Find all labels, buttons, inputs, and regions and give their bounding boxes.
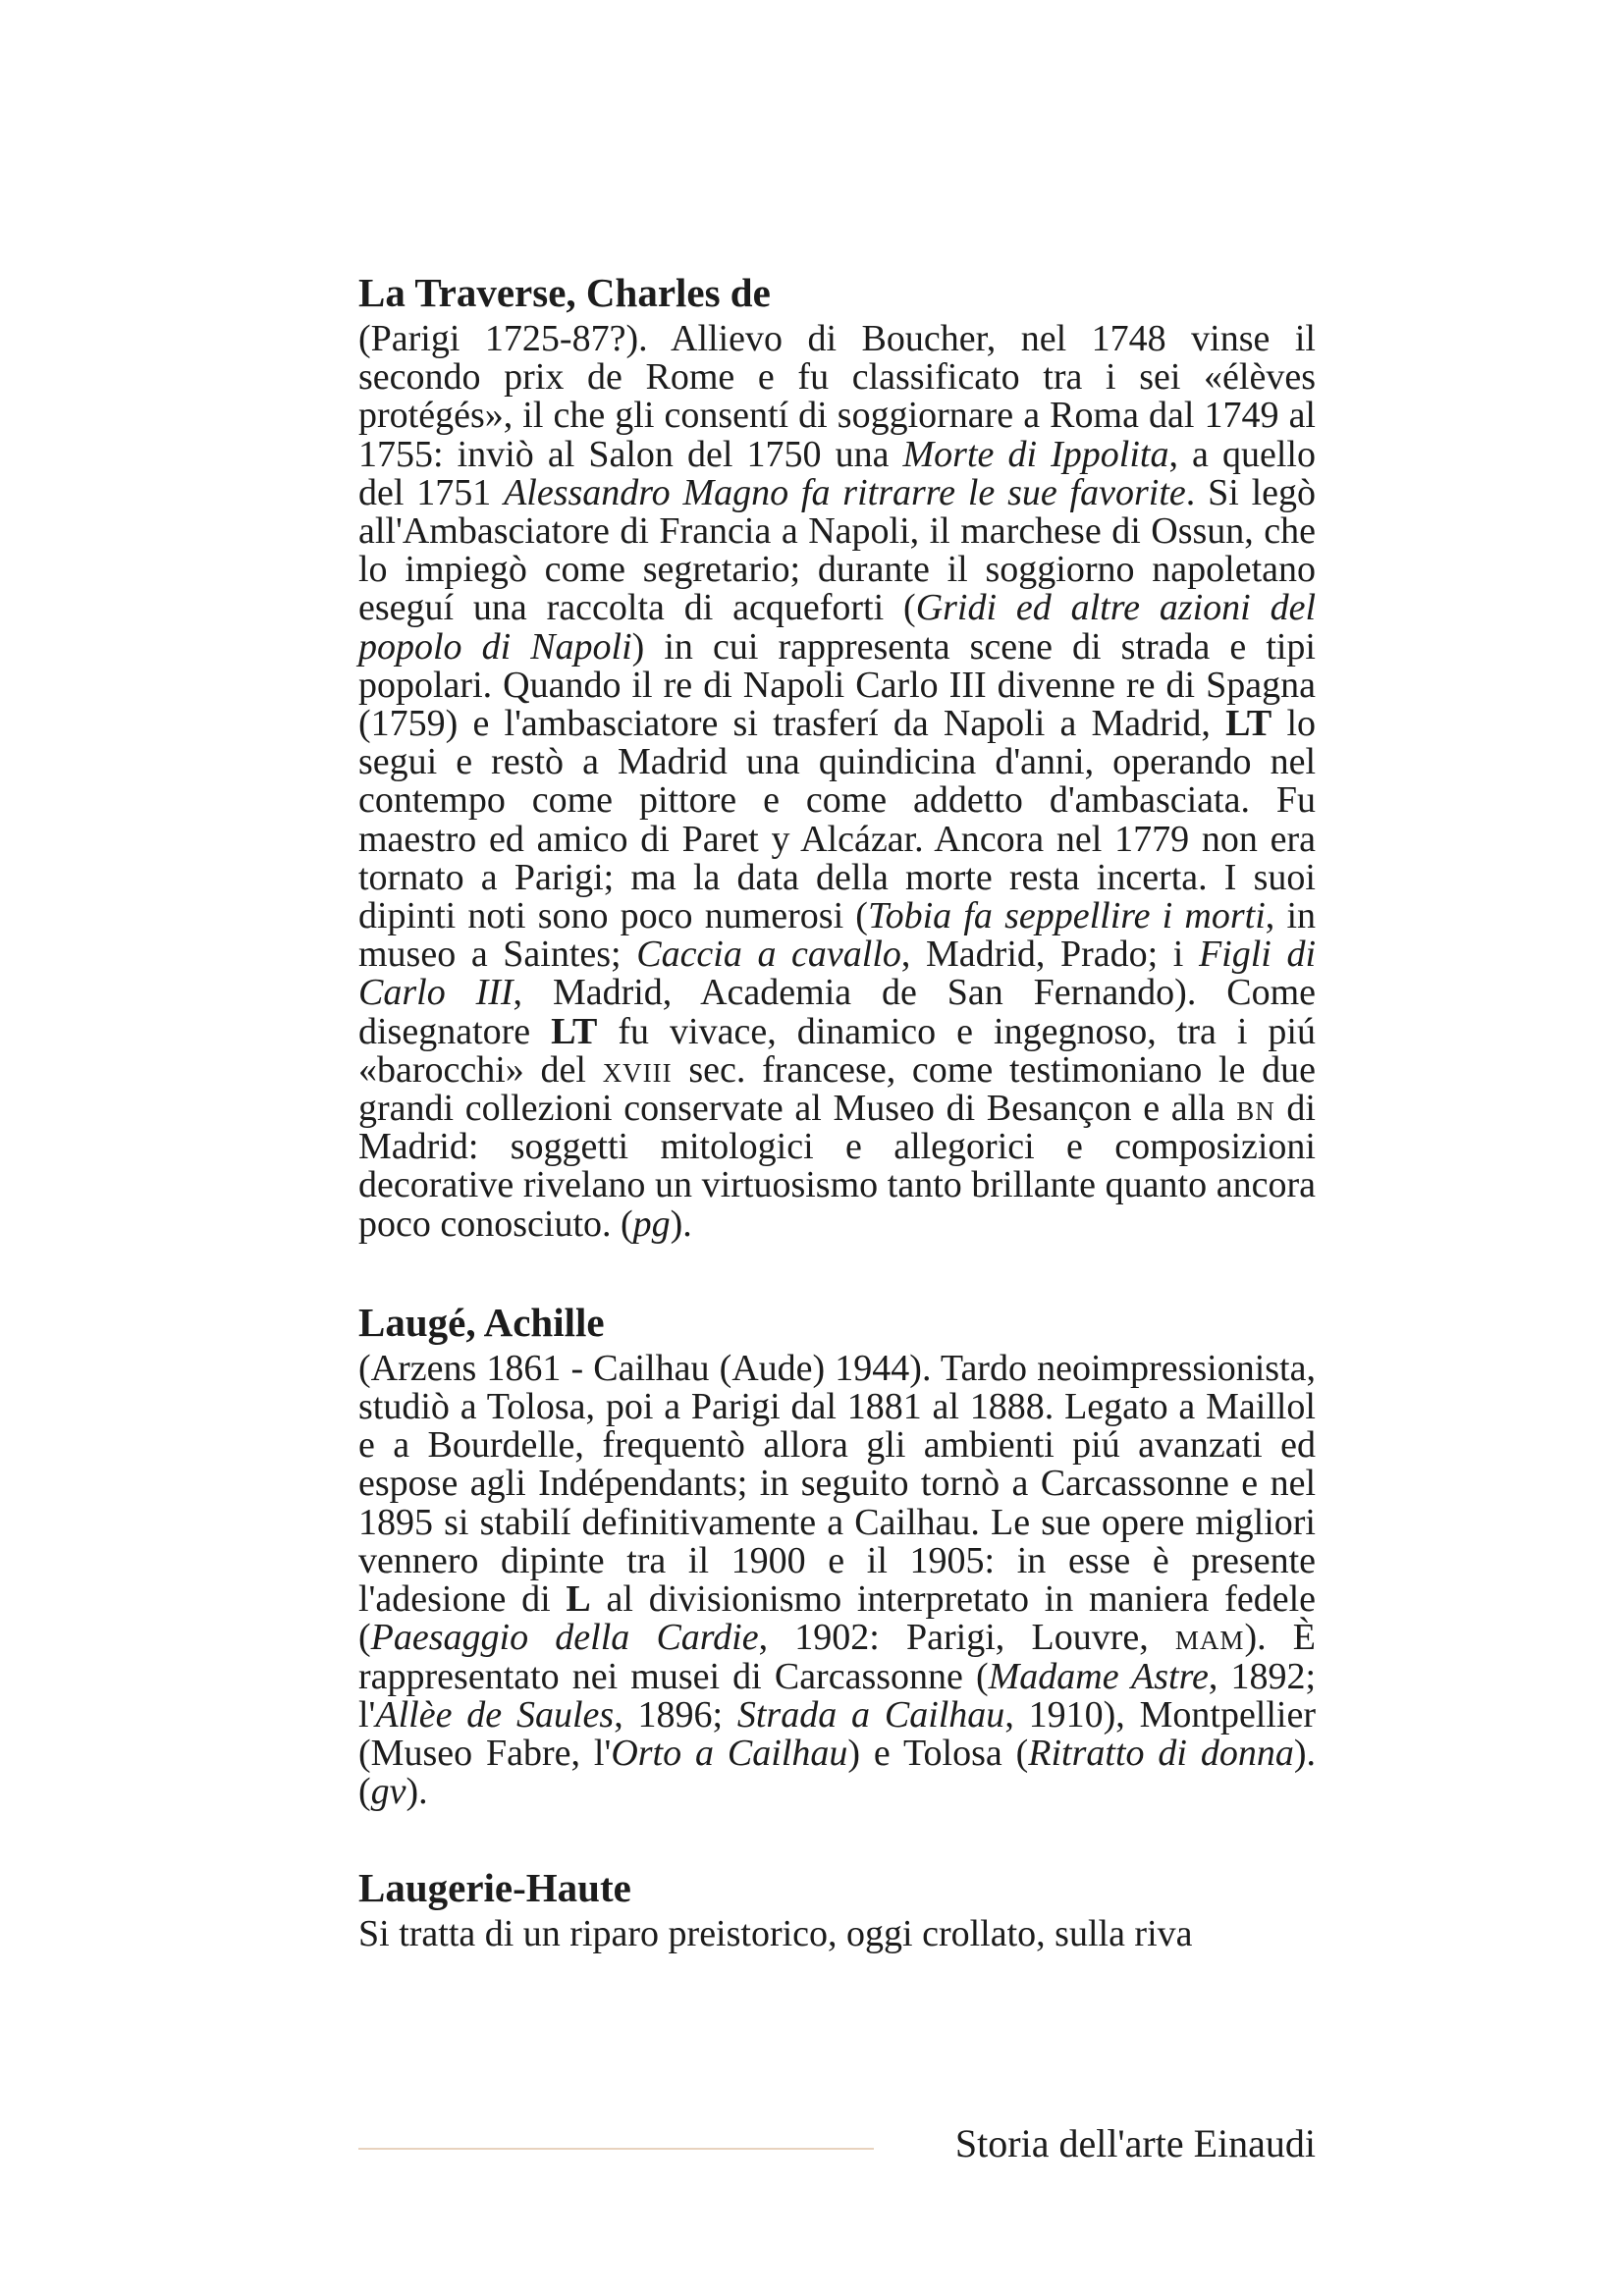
entry-body xyxy=(358,320,1316,1244)
italic-text: Orto a Cailhau xyxy=(611,1732,848,1774)
text-run: al divisionismo interpretato in maniera fedele ( xyxy=(358,1578,1316,1659)
italic-text: Madame Astre xyxy=(988,1655,1209,1697)
italic-text: gv xyxy=(370,1771,406,1813)
text-run: fu vivace, dinamico e ingegnoso, tra i piú «barocchi» del xyxy=(358,1010,1316,1091)
bold-text: LT xyxy=(1225,703,1272,745)
italic-text: Gridi ed altre azioni del popolo di Napoli xyxy=(358,587,1316,667)
text-run: ). xyxy=(670,1202,692,1245)
italic-text: Alessandro Magno fa ritrarre le sue favorite xyxy=(504,471,1186,513)
page-content xyxy=(358,271,1316,1954)
italic-text: Ritratto di donna xyxy=(1028,1732,1294,1774)
italic-text: pg xyxy=(632,1202,671,1245)
entry-lauge xyxy=(358,1301,1316,1811)
text-run: ). ( xyxy=(358,1732,1317,1813)
text-run: Si tratta di un riparo preistorico, oggi crollato, sulla riva xyxy=(358,1913,1193,1955)
text-run: di Madrid: soggetti mitologici e allegorici e composizioni decorative rivelano un virtuosismo tanto brillante quanto ancora poco conosciuto. ( xyxy=(358,1088,1316,1245)
text-run: , 1896; xyxy=(614,1693,737,1735)
text-run: . Si legò all'Ambasciatore di Francia a Napoli, il marchese di Ossun, che lo impiegò come segretario; durante il soggiorno napoletano eseguí una raccolta di acqueforti ( xyxy=(358,471,1316,629)
bold-text: LT xyxy=(551,1010,598,1052)
entry-title: Laugé, Achille xyxy=(358,1299,605,1345)
text-run: sec. francese, come testimoniano le due grandi collezioni conservate al Museo di Besançon e alla xyxy=(358,1048,1316,1130)
text-run: ) e Tolosa ( xyxy=(847,1732,1029,1774)
footer-divider xyxy=(358,2148,874,2150)
entry-body xyxy=(358,1347,1317,1813)
text-run: , in museo a Saintes; xyxy=(358,895,1316,976)
text-run: ) in cui rappresenta scene di strada e tipi popolari. Quando il re di Napoli Carlo III divenne re di Spagna (1759) e l'ambasciatore si trasferí da Napoli a Madrid, xyxy=(358,625,1316,745)
bold-text: L xyxy=(566,1578,591,1621)
text-run: (Arzens 1861 - Cailhau (Aude) 1944). Tardo neoimpressionista, studiò a Tolosa, poi a Parigi dal 1881 al 1888. Legato a Maillol e a Bourdelle, frequentò allora gli ambienti piú avanzati ed espose agli Indépendants; in seguito tornò a Carcassonne e nel 1895 si stabilí definitivamente a Cailhau. Le sue opere migliori vennero dipinte tra il 1900 e il 1905: in esse è presente l'adesione di xyxy=(358,1347,1316,1621)
italic-text: Tobia fa seppellire i morti xyxy=(867,895,1266,937)
text-run: ). È rappresentato nei musei di Carcassonne ( xyxy=(358,1617,1316,1697)
page-footer xyxy=(358,2120,1316,2167)
text-run: , 1910), Montpellier (Museo Fabre, l' xyxy=(358,1693,1317,1774)
italic-text: Paesaggio della Cardie xyxy=(370,1617,759,1659)
text-run: (Parigi 1725-87?). Allievo di Boucher, nel 1748 vinse il secondo prix de Rome e fu classificato tra i sei «élèves protégés», il che gli consentí di soggiornare a Roma dal 1749 al 1755: inviò al Salon del 1750 una xyxy=(358,318,1316,475)
italic-text: Figli di Carlo III xyxy=(358,934,1316,1014)
smallcaps-text: mam xyxy=(1174,1617,1245,1659)
footer-publication-title: Storia dell'arte Einaudi xyxy=(954,2121,1316,2165)
smallcaps-text: bn xyxy=(1236,1088,1275,1130)
text-run: , 1892; l' xyxy=(358,1655,1317,1735)
italic-text: Caccia a cavallo xyxy=(636,934,901,976)
entry-title: Laugerie-Haute xyxy=(358,1865,631,1911)
entry-la-traverse xyxy=(358,271,1316,1244)
text-run: ). xyxy=(406,1771,428,1813)
italic-text: Morte di Ippolita xyxy=(902,433,1169,475)
entry-title: La Traverse, Charles de xyxy=(358,270,771,315)
text-run: , 1902: Parigi, Louvre, xyxy=(758,1617,1175,1659)
text-run: , Madrid, Academia de San Fernando). Come disegnatore xyxy=(358,972,1316,1052)
entry-body xyxy=(358,1915,1316,1953)
text-run: , a quello del 1751 xyxy=(358,433,1316,513)
text-run: lo segui e restò a Madrid una quindicina d'anni, operando nel contempo come pittore e come addetto d'ambasciata. Fu maestro ed amico di Paret y Alcázar. Ancora nel 1779 non era tornato a Parigi; ma la data della morte resta incerta. I suoi dipinti noti sono poco numerosi ( xyxy=(358,703,1316,937)
smallcaps-text: xviii xyxy=(602,1048,673,1091)
entry-laugerie-haute xyxy=(358,1866,1316,1953)
italic-text: Allèe de Saules xyxy=(375,1693,615,1735)
text-run: , Madrid, Prado; i xyxy=(900,934,1199,976)
italic-text: Strada a Cailhau xyxy=(736,1693,1005,1735)
